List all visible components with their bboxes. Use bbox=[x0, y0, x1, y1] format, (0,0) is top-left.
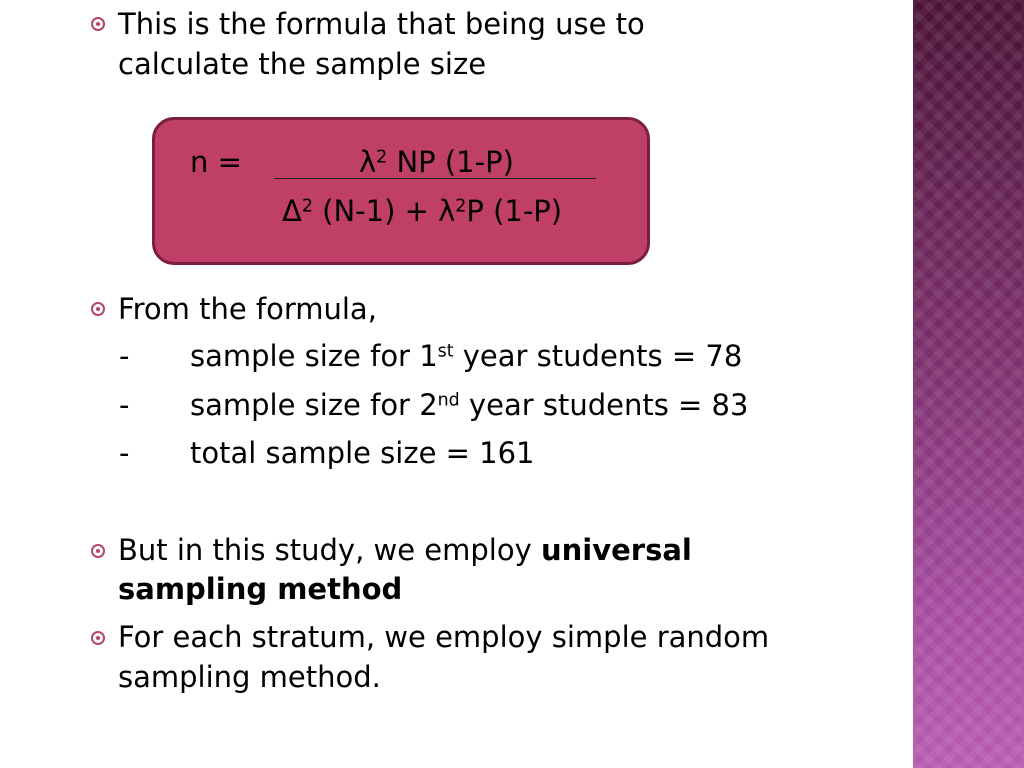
list-item-2-post: year students = 83 bbox=[459, 388, 749, 422]
bullet-text-3-bold-2: sampling method bbox=[118, 572, 403, 606]
bullet-text-3-line-1 bbox=[118, 530, 692, 570]
bullet-icon bbox=[91, 544, 105, 558]
list-item-2-sup: nd bbox=[437, 390, 460, 411]
numerator-rest: NP (1-P) bbox=[387, 145, 514, 179]
denominator-delta: Δ bbox=[282, 194, 302, 228]
dash-marker: - bbox=[119, 436, 130, 470]
bullet-text-4-line-1: For each stratum, we employ simple random bbox=[118, 620, 770, 654]
list-item-3: total sample size = 161 bbox=[190, 436, 535, 470]
list-item-1-pre: sample size for 1 bbox=[190, 339, 438, 373]
denominator-mid: (N-1) + λ bbox=[312, 194, 456, 228]
bullet-text-1-line-2: calculate the sample size bbox=[118, 47, 487, 81]
list-item-2 bbox=[190, 385, 748, 425]
numerator-exponent: 2 bbox=[376, 147, 388, 168]
bullet-text-2: From the formula, bbox=[118, 292, 377, 326]
fraction-bar bbox=[274, 178, 596, 179]
numerator-lambda: λ bbox=[359, 145, 377, 179]
list-item-1-post: year students = 78 bbox=[453, 339, 743, 373]
bullet-icon bbox=[91, 17, 105, 31]
list-item-1 bbox=[190, 336, 742, 376]
dash-marker: - bbox=[119, 339, 130, 373]
list-item-1-sup: st bbox=[437, 341, 454, 362]
bullet-text-3-bold: universal bbox=[540, 533, 692, 567]
denominator-exponent-2: 2 bbox=[455, 196, 467, 217]
formula-lhs: n = bbox=[190, 145, 242, 179]
list-item-2-pre: sample size for 2 bbox=[190, 388, 438, 422]
bullet-icon bbox=[91, 302, 105, 316]
dash-marker: - bbox=[119, 388, 130, 422]
formula-denominator bbox=[282, 191, 562, 231]
bullet-icon bbox=[91, 631, 105, 645]
formula-numerator bbox=[359, 142, 514, 182]
denominator-exponent-1: 2 bbox=[301, 196, 313, 217]
bullet-text-3-plain: But in this study, we employ bbox=[118, 533, 541, 567]
denominator-rest: P (1-P) bbox=[466, 194, 563, 228]
bullet-text-4-line-2: sampling method. bbox=[118, 660, 381, 694]
bullet-text-1-line-1: This is the formula that being use to bbox=[118, 7, 645, 41]
decorative-side-band bbox=[913, 0, 1024, 768]
bullet-text-3-line-2 bbox=[118, 569, 402, 609]
